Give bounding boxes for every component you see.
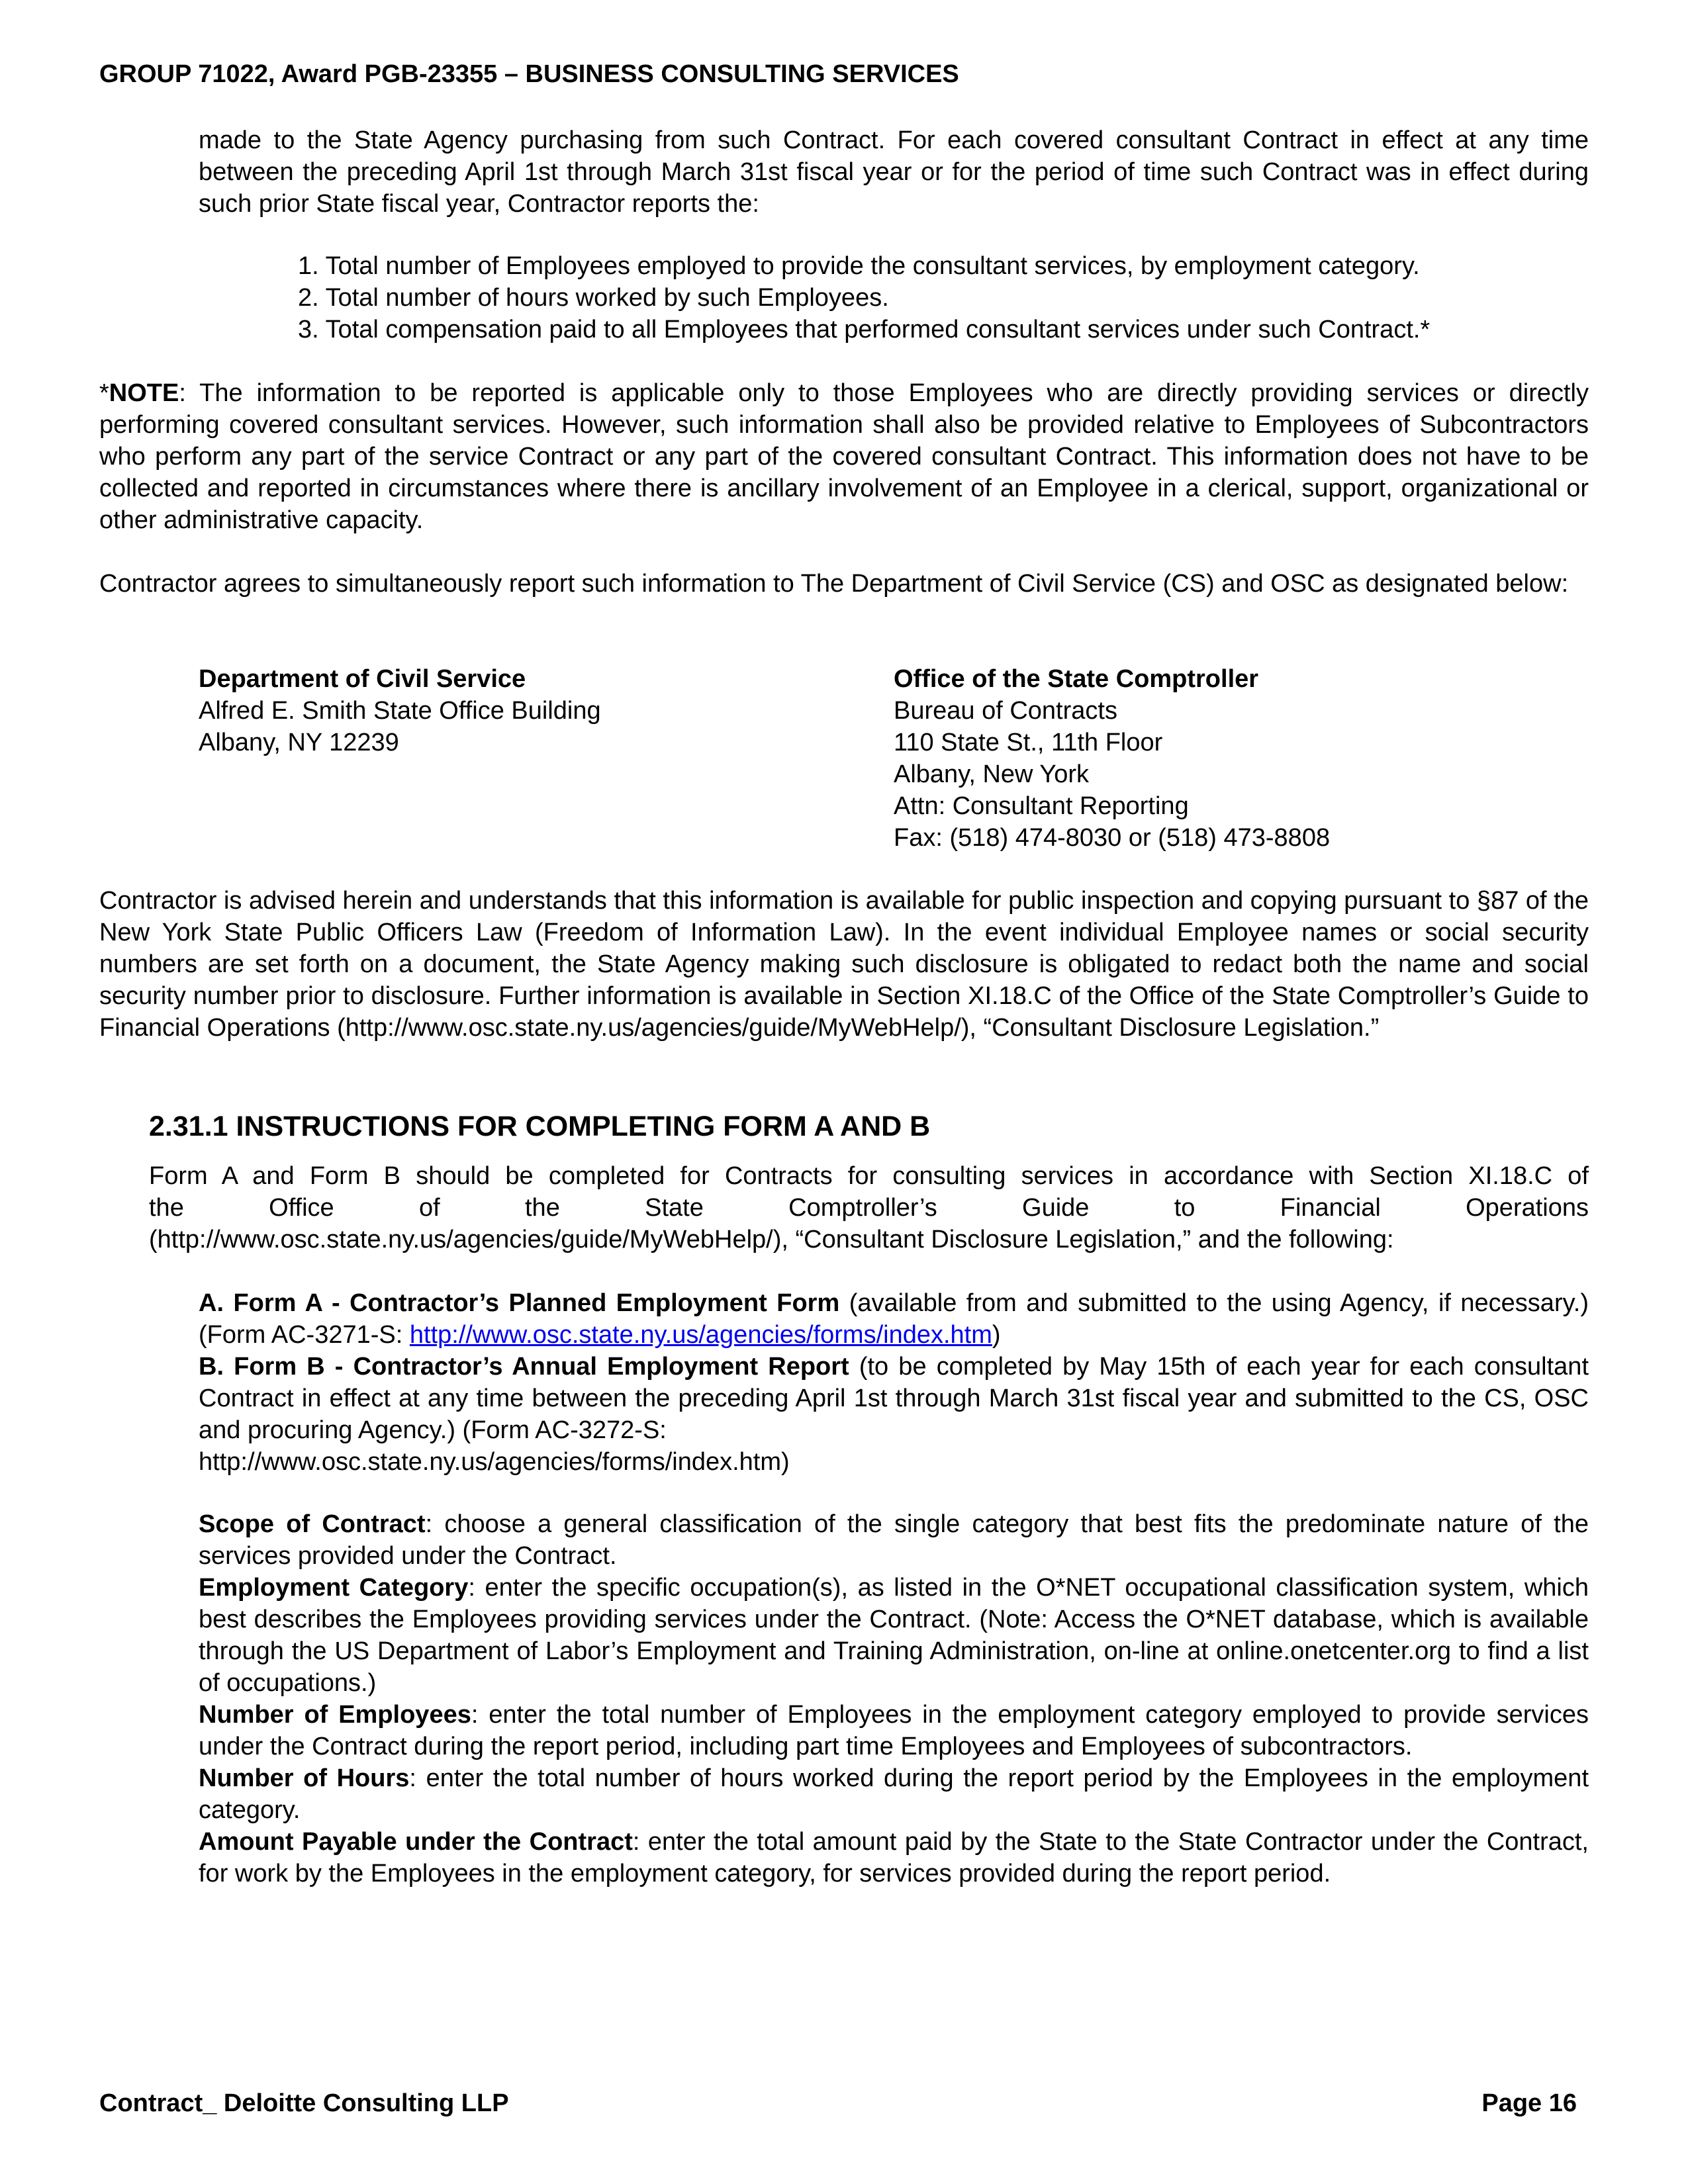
- address-line: Albany, NY 12239: [199, 729, 399, 756]
- definition-item: [199, 1572, 1589, 1699]
- definition-term: Number of Employees: [199, 1701, 471, 1729]
- address-line: 110 State St., 11th Floor: [894, 729, 1163, 756]
- form-a-label: A. Form A - Contractor’s Planned Employment Form: [199, 1289, 840, 1317]
- page-number: Page 16: [1481, 2089, 1577, 2117]
- form-a-text: (available from and submitted to the using Agency, if necessary.) (Form AC-3271-S:: [199, 1289, 1589, 1349]
- address-name: Department of Civil Service: [199, 665, 526, 693]
- forms-block: [199, 1287, 1589, 1478]
- address-line: Fax: (518) 474-8030 or (518) 473-8808: [894, 824, 1331, 852]
- form-b-label: B. Form B - Contractor’s Annual Employment Report: [199, 1353, 849, 1381]
- definition-item: [199, 1699, 1589, 1762]
- agrees-paragraph: [99, 568, 1589, 600]
- form-a-close: ): [992, 1321, 1001, 1349]
- definition-term: Employment Category: [199, 1574, 469, 1602]
- list-item: 2. Total number of hours worked by such Employees.: [298, 284, 889, 312]
- definition-text: : enter the total number of Employees in the employment category employed to provide services under the Contract during the report period, including part time Employees and Employees of subcontractors.: [199, 1701, 1589, 1760]
- section-intro-line: the Office of the State Comptroller’s Guide to Financial Operations: [149, 1194, 1589, 1222]
- agrees-text: Contractor agrees to simultaneously report such information to The Department of Civil Service (CS) and OSC as designated below:: [99, 570, 1569, 598]
- definition-item: [199, 1508, 1589, 1572]
- note-label: NOTE: [109, 379, 179, 407]
- form-a-link[interactable]: http://www.osc.state.ny.us/agencies/forms/index.htm: [409, 1321, 992, 1349]
- footer-contract: Contract_ Deloitte Consulting LLP: [99, 2089, 509, 2117]
- intro-paragraph: [199, 124, 1589, 220]
- address-line: Bureau of Contracts: [894, 697, 1117, 725]
- definition-term: Number of Hours: [199, 1764, 410, 1792]
- definition-item: [199, 1762, 1589, 1826]
- form-b-text: (to be completed by May 15th of each year for each consultant Contract in effect at any time between the preceding April 1st through March 31st fiscal year and submitted to the CS, OSC and procuring Agency.) (Form AC-3272-S:: [199, 1353, 1589, 1444]
- definition-term: Scope of Contract: [199, 1510, 426, 1538]
- form-b-item: [199, 1351, 1589, 1446]
- civil-service-address: [199, 663, 601, 758]
- form-b-url: http://www.osc.state.ny.us/agencies/forms/index.htm): [199, 1448, 790, 1476]
- definition-text: : choose a general classification of the single category that best fits the predominate nature of the services provided under the Contract.: [199, 1510, 1589, 1570]
- definition-text: : enter the specific occupation(s), as listed in the O*NET occupational classification system, which best describes the Employees providing services under the Contract. (Note: Access the O*NET database, which is available through the US Department of Labor’s Employment and Training Administration, on-line at online.onetcenter.org to find a list of occupations.): [199, 1574, 1589, 1697]
- note-text: : The information to be reported is applicable only to those Employees who are directly providing services or directly performing covered consultant services. However, such information shall also be provided relative to Employees of Subcontractors who perform any part of the service Contract or any part of the covered consultant Contract. This information does not have to be collected and reported in circumstances where there is ancillary involvement of an Employee in a clerical, support, organizational or other administrative capacity.: [99, 379, 1589, 534]
- definition-term: Amount Payable under the Contract: [199, 1828, 633, 1856]
- definition-text: : enter the total amount paid by the State to the State Contractor under the Contract, for work by the Employees in the employment category, for services provided during the report period.: [199, 1828, 1589, 1888]
- advised-paragraph: [99, 885, 1589, 1044]
- definition-text: : enter the total number of hours worked during the report period by the Employees in the employment category.: [199, 1764, 1589, 1824]
- note-prefix: *: [99, 379, 109, 407]
- section-intro-line: Form A and Form B should be completed for Contracts for consulting services in accordance with Section XI.18.C of: [149, 1162, 1589, 1190]
- list-item: 1. Total number of Employees employed to provide the consultant services, by employment category.: [298, 252, 1420, 280]
- address-line: Attn: Consultant Reporting: [894, 792, 1189, 820]
- comptroller-address: [894, 663, 1330, 854]
- list-item: 3. Total compensation paid to all Employees that performed consultant services under such Contract.*: [298, 316, 1430, 343]
- section-intro: [149, 1160, 1589, 1255]
- address-name: Office of the State Comptroller: [894, 665, 1259, 693]
- address-line: Alfred E. Smith State Office Building: [199, 697, 601, 725]
- advised-text: Contractor is advised herein and understands that this information is available for public inspection and copying pursuant to §87 of the New York State Public Officers Law (Freedom of Information Law). In the event individual Employee names or social security numbers are set forth on a document, the State Agency making such disclosure is obligated to redact both the name and social security number prior to disclosure. Further information is available in Section XI.18.C of the Office of the State Comptroller’s Guide to Financial Operations (http://www.osc.state.ny.us/agencies/guide/MyWebHelp/), “Consultant Disclosure Legislation.”: [99, 887, 1589, 1042]
- form-a-item: [199, 1287, 1589, 1351]
- page-header: GROUP 71022, Award PGB-23355 – BUSINESS CONSULTING SERVICES: [99, 60, 959, 88]
- section-heading: 2.31.1 INSTRUCTIONS FOR COMPLETING FORM A AND B: [149, 1111, 931, 1142]
- address-line: Albany, New York: [894, 760, 1090, 788]
- section-intro-line: (http://www.osc.state.ny.us/agencies/guide/MyWebHelp/), “Consultant Disclosure Legislation,” and the following:: [149, 1226, 1394, 1253]
- note-paragraph: [99, 377, 1589, 536]
- definitions-block: [199, 1508, 1589, 1889]
- definition-item: [199, 1826, 1589, 1889]
- intro-text: made to the State Agency purchasing from such Contract. For each covered consultant Contract in effect at any time between the preceding April 1st through March 31st fiscal year or for the period of time such Contract was in effect during such prior State fiscal year, Contractor reports the:: [199, 126, 1589, 218]
- report-items-list: [298, 250, 1589, 345]
